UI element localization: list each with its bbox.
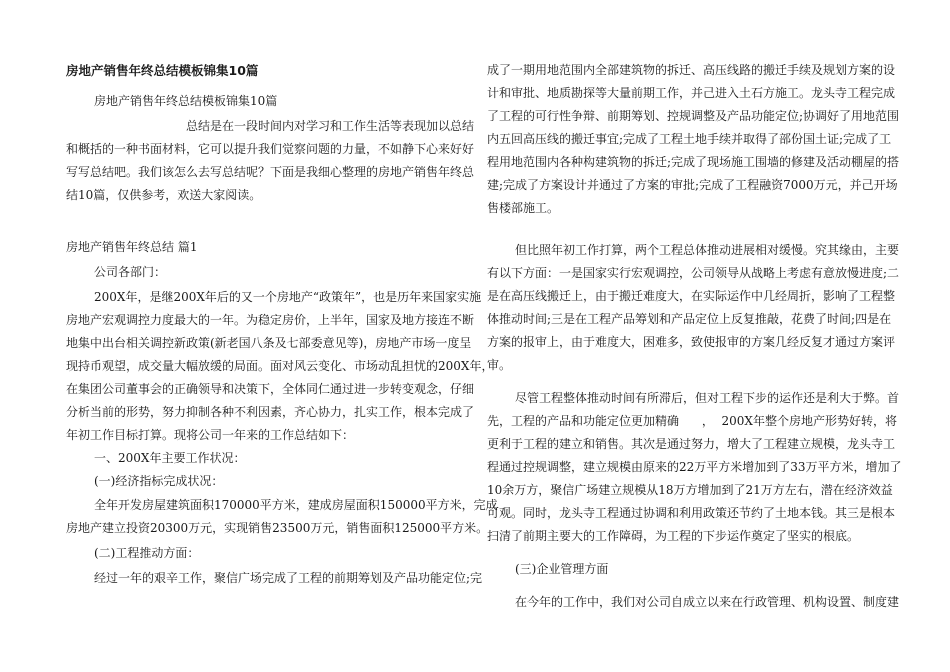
paragraph-line: 和概括的一种书面材料，它可以提升我们觉察问题的力量，不如静下心来好好 xyxy=(66,142,475,156)
subheading-line: (三)企业管理方面 xyxy=(515,562,609,576)
paragraph-line: 尽管工程整体推动时间有所滞后，但对工程下步的运作还是利大于弊。首 xyxy=(515,391,900,405)
paragraph-line: 全年开发房屋建筑面积170000平方米，建成房屋面积150000平方米，完成 xyxy=(94,498,498,512)
paragraph-line: 程通过控规调整，建立规模由原来的22万平方米增加到了33万平方米，增加了 xyxy=(487,460,902,474)
paragraph-line: 体推动时间;三是在工程产品筹划和产品定位上反复推敲，花费了时间;四是在 xyxy=(487,312,892,326)
paragraph-line: 成了一期用地范围内全部建筑物的拆迁、高压线路的搬迁手续及规划方案的设 xyxy=(487,63,896,77)
paragraph-line: 总结是在一段时间内对学习和工作生活等表现加以总结 xyxy=(186,119,475,133)
paragraph-line: 先，工程的产品和功能定位更加精确 ， 200X年整个房地产形势好转，将 xyxy=(487,414,897,428)
subheading-line: 一、200X年主要工作状况： xyxy=(94,451,246,465)
paragraph-line: 200X年，是继200X年后的又一个房地产“政策年”，也是历年来国家实施 xyxy=(94,290,482,304)
paragraph-line: 审。 xyxy=(487,358,512,372)
paragraph-line: 在集团公司董事会的正确领导和决策下，全体同仁通过进一步转变观念，仔细 xyxy=(66,382,475,396)
paragraph-line: 地集中出台相关调控新政策(新老国八条及七部委意见等)，房地产市场一度呈 xyxy=(66,336,472,350)
paragraph-line: 有以下方面：一是国家实行宏观调控，公司领导从战略上考虑有意放慢进度;二 xyxy=(487,266,900,280)
paragraph-line: 写写总结吧。我们该怎么去写总结呢？下面是我细心整理的房地产销售年终总 xyxy=(66,165,475,179)
document-title: 房地产销售年终总结模板锦集10篇 xyxy=(66,63,259,78)
salutation-line: 公司各部门： xyxy=(94,265,167,279)
subheading-line: (二)工程推动方面： xyxy=(94,546,200,560)
paragraph-line: 可观。同时，龙头寺工程通过协调和利用政策还节约了土地本钱。其三是根本 xyxy=(487,506,896,520)
paragraph-line: 方案的报审上，由于难度大，困难多，致使报审的方案几经反复才通过方案评 xyxy=(487,335,896,349)
paragraph-line: 房地产宏观调控力度最大的一年。为稳定房价，上半年，国家及地方接连不断 xyxy=(66,313,475,327)
paragraph-line: 计和审批、地质勘探等大量前期工作，并己进入土石方施工。龙头寺工程完成 xyxy=(487,86,896,100)
paragraph-line: 年初工作目标打算。现将公司一年来的工作总结如下： xyxy=(66,428,355,442)
paragraph-line: 程用地范围内各种构建筑物的拆迁;完成了现场施工围墙的修建及活动棚屋的搭 xyxy=(487,155,900,169)
paragraph-line: 更利于工程的建立和销售。其次是通过努力，增大了工程建立规模，龙头寺工 xyxy=(487,437,896,451)
subheading-line: (一)经济指标完成状况： xyxy=(94,474,224,488)
paragraph-line: 建;完成了方案设计并通过了方案的审批;完成了工程融资7000万元，并己开场 xyxy=(487,178,898,192)
paragraph-line: 经过一年的艰辛工作，聚信广场完成了工程的前期筹划及产品功能定位;完 xyxy=(94,571,483,585)
paragraph-line: 内五回高压线的搬迁事宜;完成了工程土地手续并取得了部份国土证;完成了工 xyxy=(487,132,892,146)
paragraph-line: 10余万方，聚信广场建立规模从18万方增加到了21万方左右，潜在经济效益 xyxy=(487,483,893,497)
paragraph-line: 扫清了前期主要大的工作障碍，为工程的下步运作奠定了坚实的根底。 xyxy=(487,529,860,543)
paragraph-line: 房地产建立投资20300万元，实现销售23500万元，销售面积125000平方米。 xyxy=(66,521,489,535)
paragraph-line: 是在高压线搬迁上，由于搬迁难度大，在实际运作中几经周折，影响了工程整 xyxy=(487,289,896,303)
subtitle-line: 房地产销售年终总结模板锦集10篇 xyxy=(94,94,278,108)
paragraph-line: 了工程的可行性争辩、前期筹划、控规调整及产品功能定位;协调好了用地范围 xyxy=(487,109,900,123)
paragraph-line: 现持币观望，成交量大幅放缓的局面。面对风云变化、市场动乱担忧的200X年， xyxy=(66,359,494,373)
section-heading: 房地产销售年终总结 篇1 xyxy=(66,240,198,254)
paragraph-line: 但比照年初工作打算，两个工程总体推动进展相对缓慢。究其缘由，主要 xyxy=(515,243,900,257)
paragraph-line: 结10篇，仅供参考，欢送大家阅读。 xyxy=(66,188,262,202)
paragraph-line: 分析当前的形势，努力抑制各种不利因素，齐心协力，扎实工作，根本完成了 xyxy=(66,405,475,419)
paragraph-line: 在今年的工作中，我们对公司自成立以来在行政管理、机构设置、制度建 xyxy=(515,595,900,609)
paragraph-line: 售楼部施工。 xyxy=(487,201,560,215)
